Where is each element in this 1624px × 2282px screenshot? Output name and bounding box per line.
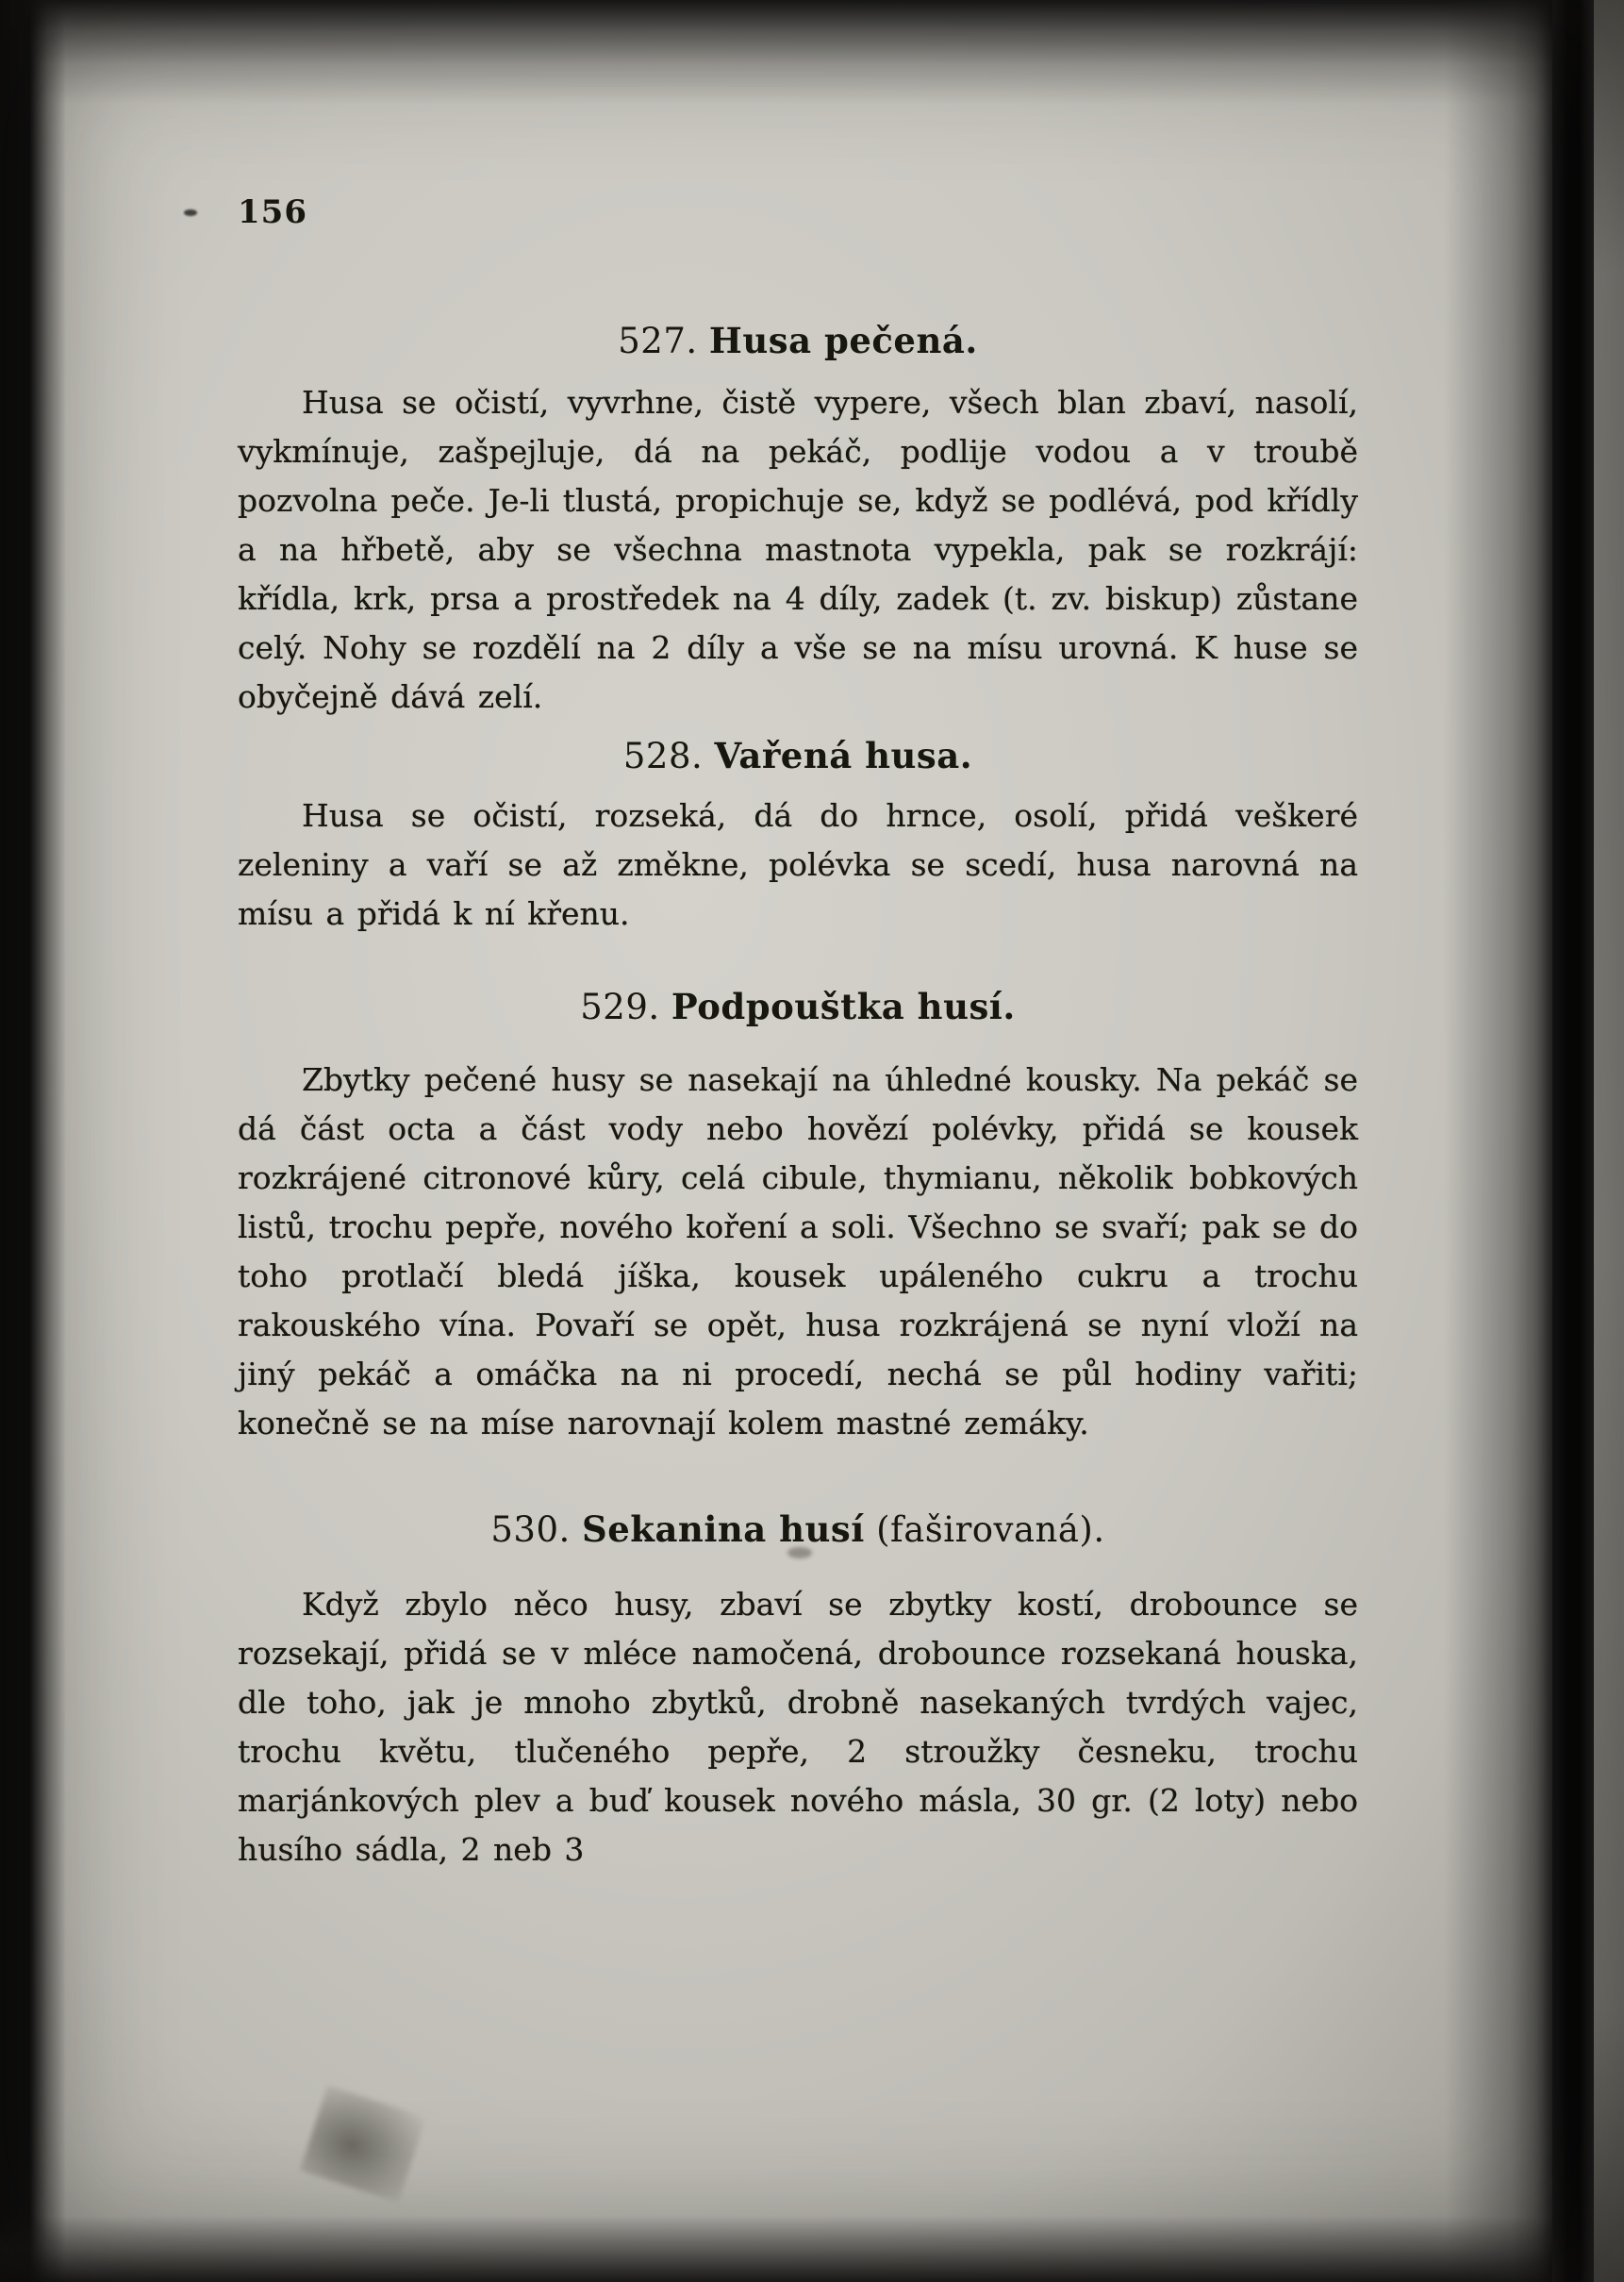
- scan-edge-top: [0, 0, 1624, 104]
- scan-edge-left: [0, 0, 66, 2282]
- recipe-body-528: Husa se očistí, rozseká, dá do hrnce, osolí, přidá veškeré zeleniny a vaří se až změkne, polévka se scedí, husa narovná na mísu a přidá k ní křenu.: [238, 797, 1358, 932]
- recipe-body-529: Zbytky pečené husy se nasekají na úhledné kousky. Na pekáč se dá část octa a část vody nebo hovězí polévky, přidá se kousek rozkrájené citronové kůry, celá cibule, thymianu, několik bobkových listů, trochu pepře, nového koření a soli. Všechno se svaří; pak se do toho protlačí bledá jíška, kousek upáleného cukru a trochu rakouského vína. Povaří se opět, husa rozkrájená se nyní vloží na jiný pekáč a omáčka na ni procedí, nechá se půl hodiny vařiti; konečně se na míse narovnají kolem mastné zemáky.: [238, 1061, 1358, 1441]
- recipe-heading-527: [238, 320, 1358, 361]
- recipe-heading-529: [238, 986, 1358, 1027]
- scan-edge-bottom: [0, 2216, 1624, 2282]
- recipe-heading-530: [238, 1508, 1358, 1550]
- ink-speck: [184, 209, 197, 216]
- recipe-title: Podpouštka husí.: [671, 986, 1016, 1027]
- recipe-title-suffix: (faširovaná).: [864, 1509, 1105, 1550]
- page-content: [238, 193, 1358, 1874]
- recipe-number: 529.: [580, 987, 660, 1027]
- recipe-body-527: Husa se očistí, vyvrhne, čistě vypere, všech blan zbaví, nasolí, vykmínuje, zašpejluje, dá na pekáč, podlije vodou a v troubě pozvolna peče. Je-li tlustá, propichuje se, když se podlévá, pod křídly a na hřbetě, aby se všechna mastnota vypekla, pak se rozkrájí: křídla, krk, prsa a prostředek na 4 díly, zadek (t. zv. biskup) zůstane celý. Nohy se rozdělí na 2 díly a vše se na mísu urovná. K huse se obyčejně dává zelí.: [238, 384, 1358, 715]
- recipe-number: 530.: [490, 1509, 571, 1550]
- page-number: 156: [238, 193, 307, 231]
- ink-speck: [787, 1547, 812, 1558]
- recipe-number: 527.: [618, 321, 698, 361]
- scan-shadow-right: [1445, 0, 1567, 2282]
- recipe-body-530: Když zbylo něco husy, zbaví se zbytky kostí, drobounce se rozsekají, přidá se v mléce namočená, drobounce rozsekaná houska, dle toho, jak je mnoho zbytků, drobně nasekaných tvrdých vajec, trochu květu, tlučeného pepře, 2 stroužky česneku, trochu marjánkových plev a buď kousek nového másla, 30 gr. (2 loty) nebo husího sádla, 2 neb 3: [238, 1586, 1358, 1868]
- recipe-title: Vařená husa.: [714, 735, 973, 776]
- book-binding-bar: [1552, 0, 1594, 2282]
- recipe-number: 528.: [622, 736, 704, 776]
- recipe-title: Sekanina husí: [582, 1508, 865, 1550]
- adjacent-page-edge: [1594, 0, 1624, 2282]
- recipe-title: Husa pečená.: [708, 320, 978, 361]
- recipe-heading-528: [238, 735, 1358, 776]
